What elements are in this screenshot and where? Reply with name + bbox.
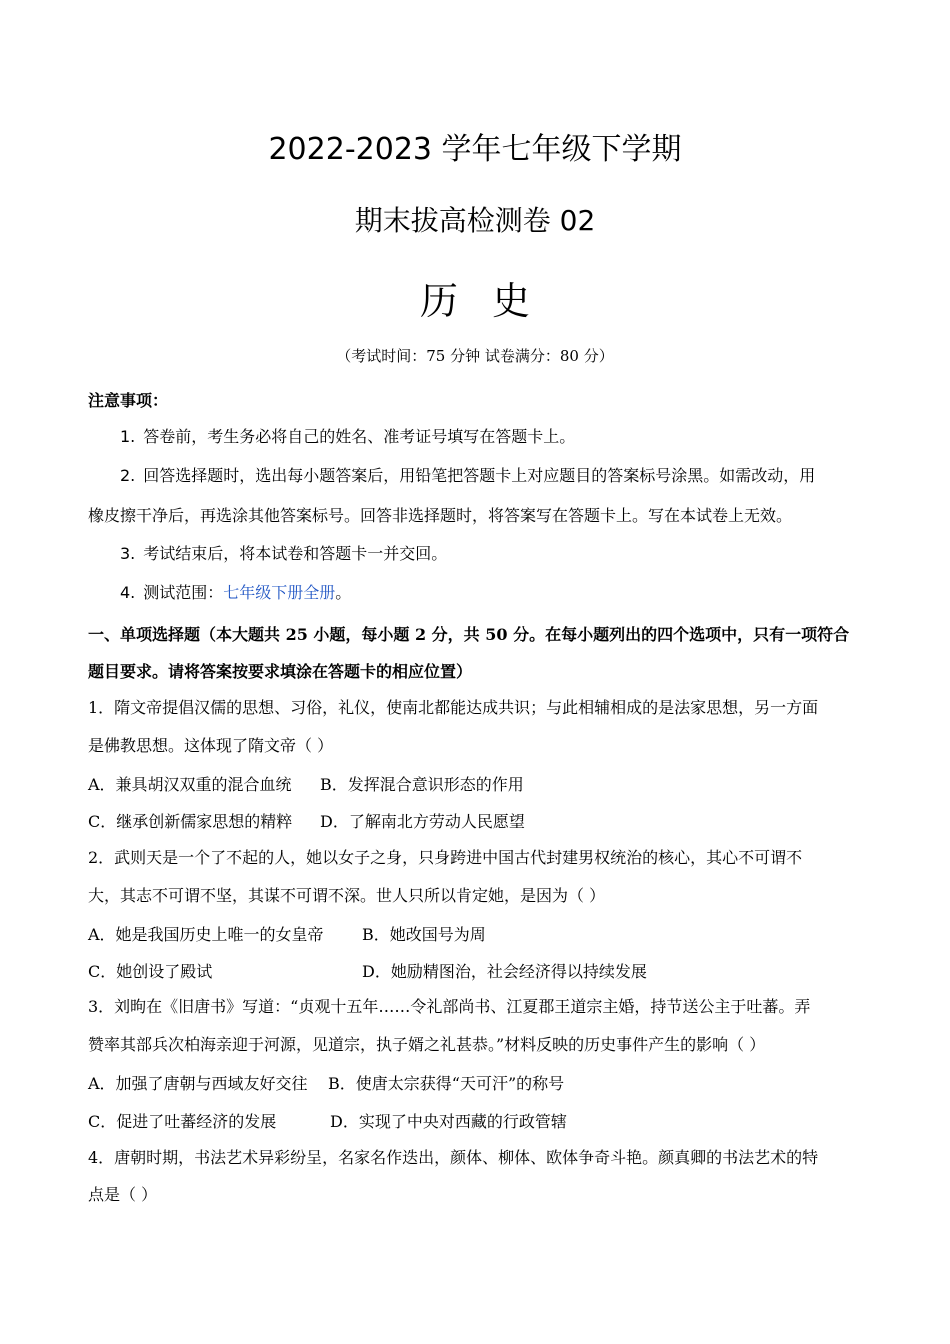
exam-info: （考试时间：75 分钟 试卷满分：80 分） bbox=[336, 347, 614, 365]
question-3-option-a[interactable]: A．加强了唐朝与西域友好交往 bbox=[88, 1074, 308, 1093]
section-heading-cont: 题目要求。请将答案按要求填涂在答题卡的相应位置） bbox=[88, 662, 473, 681]
question-3-option-c[interactable]: C．促进了吐蕃经济的发展 bbox=[88, 1112, 277, 1131]
note-text-suffix: 。 bbox=[335, 583, 352, 602]
note-item-1 bbox=[120, 426, 575, 448]
question-2-option-a[interactable]: A．她是我国历史上唯一的女皇帝 bbox=[88, 925, 324, 944]
subject-title: 历史 bbox=[419, 279, 564, 323]
question-1-stem-cont: 是佛教思想。这体现了隋文帝（ ） bbox=[88, 736, 334, 755]
note-number: 1. bbox=[120, 427, 136, 446]
note-text: 测试范围： bbox=[143, 583, 224, 602]
scope-link[interactable]: 七年级下册全册 bbox=[223, 583, 336, 602]
note-text: 答卷前，考生务必将自己的姓名、准考证号填写在答题卡上。 bbox=[143, 427, 576, 446]
note-number: 4. bbox=[120, 583, 136, 602]
note-item-3 bbox=[120, 543, 447, 565]
question-2-stem-cont: 大，其志不可谓不坚，其谋不可谓不深。世人只所以肯定她，是因为（ ） bbox=[88, 886, 606, 905]
question-4-stem-cont: 点是（ ） bbox=[88, 1185, 158, 1204]
question-2-option-d[interactable]: D．她励精图治，社会经济得以持续发展 bbox=[362, 962, 647, 981]
note-text: 考试结束后，将本试卷和答题卡一并交回。 bbox=[143, 544, 448, 563]
question-1-stem: 1．隋文帝提倡汉儒的思想、习俗，礼仪，使南北都能达成共识；与此相辅相成的是法家思想，另一方面 bbox=[88, 698, 819, 717]
exam-title-line1: 2022-2023 学年七年级下学期 bbox=[268, 132, 682, 167]
note-number: 2. bbox=[120, 466, 136, 485]
question-3-option-b[interactable]: B．使唐太宗获得“天可汗”的称号 bbox=[328, 1074, 565, 1093]
exam-title-line2: 期末拔高检测卷 02 bbox=[354, 204, 596, 237]
question-2-option-c[interactable]: C．她创设了殿试 bbox=[88, 962, 213, 981]
question-1-option-d[interactable]: D．了解南北方劳动人民愿望 bbox=[320, 812, 525, 831]
note-text: 回答选择题时，选出每小题答案后，用铅笔把答题卡上对应题目的答案标号涂黑。如需改动，用 bbox=[143, 466, 816, 485]
question-1-option-b[interactable]: B．发挥混合意识形态的作用 bbox=[320, 775, 524, 794]
note-item-4 bbox=[120, 582, 351, 604]
question-2-stem: 2．武则天是一个了不起的人，她以女子之身，只身跨进中国古代封建男权统治的核心，其心不可谓不 bbox=[88, 848, 803, 867]
question-1-option-a[interactable]: A．兼具胡汉双重的混合血统 bbox=[88, 775, 292, 794]
question-3-stem-cont: 赞率其部兵次柏海亲迎于河源，见道宗，执子婿之礼甚恭。”材料反映的历史事件产生的影响（ ） bbox=[88, 1035, 766, 1054]
question-2-option-b[interactable]: B．她改国号为周 bbox=[362, 925, 486, 944]
note-item-2 bbox=[120, 465, 815, 487]
question-4-stem: 4．唐朝时期，书法艺术异彩纷呈，名家名作迭出，颜体、柳体、欧体争奇斗艳。颜真卿的书法艺术的特 bbox=[88, 1148, 819, 1167]
notes-heading: 注意事项： bbox=[88, 391, 169, 410]
note-item-2-cont: 橡皮擦干净后，再选涂其他答案标号。回答非选择题时，将答案写在答题卡上。写在本试卷上无效。 bbox=[88, 506, 793, 525]
question-1-option-c[interactable]: C．继承创新儒家思想的精粹 bbox=[88, 812, 293, 831]
question-3-option-d[interactable]: D．实现了中央对西藏的行政管辖 bbox=[330, 1112, 567, 1131]
section-heading: 一、单项选择题（本大题共 25 小题，每小题 2 分，共 50 分。在每小题列出的四个选项中，只有一项符合 bbox=[88, 625, 850, 644]
note-number: 3. bbox=[120, 544, 136, 563]
question-3-stem: 3．刘昫在《旧唐书》写道：“贞观十五年……令礼部尚书、江夏郡王道宗主婚，持节送公主于吐蕃。弄 bbox=[88, 997, 811, 1016]
